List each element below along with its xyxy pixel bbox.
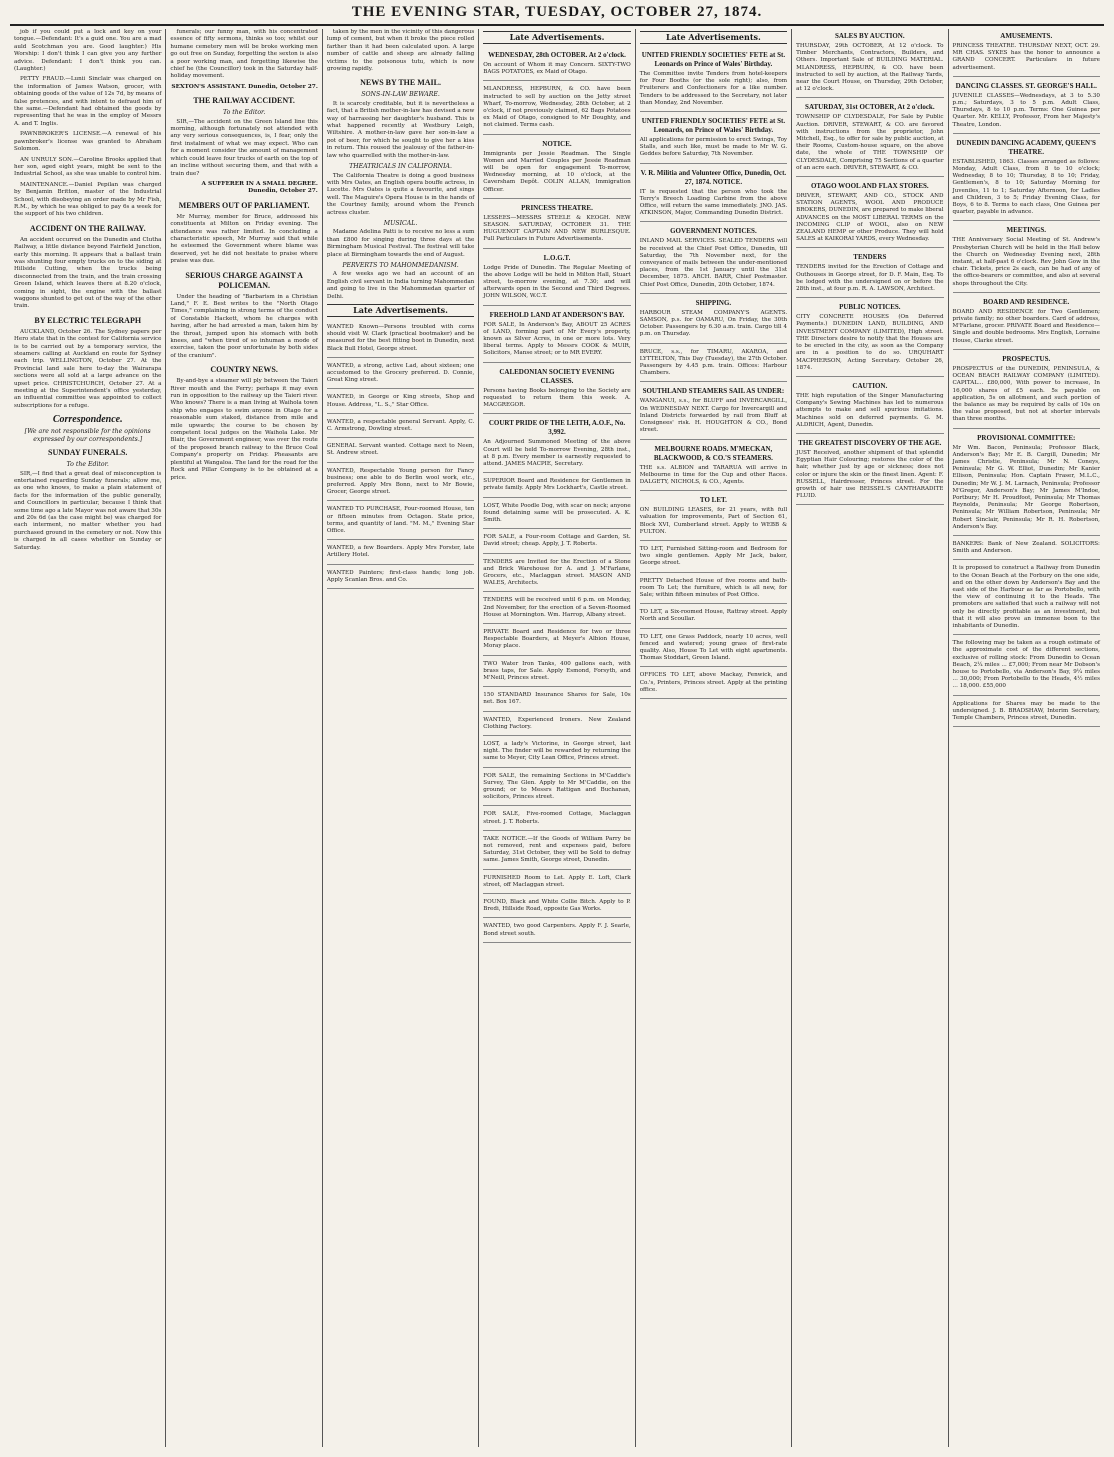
masthead: THE EVENING STAR, TUESDAY, OCTOBER 27, 1874.	[10, 4, 1104, 26]
advertisement	[640, 606, 787, 628]
advertisement	[483, 201, 630, 249]
advertisement	[640, 631, 787, 668]
advertisement	[483, 689, 630, 711]
signature: A SUFFERER IN A SMALL DEGREE. Dunedin, October 27.	[201, 180, 318, 195]
advertisement	[483, 531, 630, 553]
column-4	[479, 29, 635, 1447]
advertisement	[483, 48, 630, 81]
ad-list	[640, 48, 787, 699]
ad-body: PROSPECTUS of the DUNEDIN, PENINSULA, & OCEAN BEACH RAILWAY COMPANY (LIMITED). CAPITAL... £80,000, With power to increase, In 16,000 shares of £5 each. 5s payable on application, 5s on allotment, and such portion of the balance as may be required by calls of 10s on the value proposed, but not at shorter intervals than three months.	[952, 365, 1100, 423]
ad-title: MEETINGS.	[1006, 226, 1046, 235]
section-heading: NEWS BY THE MAIL.	[360, 78, 441, 88]
advertisement	[953, 538, 1100, 560]
column-2	[166, 29, 322, 1447]
ad-title: PROVISIONAL COMMITTEE:	[977, 433, 1076, 442]
ad-body: WANTED, a respectable general Servant. Apply, C. C. Armstrong, Dowling street.	[326, 418, 475, 433]
column-3	[323, 29, 479, 1447]
section-heading: ACCIDENT ON THE RAILWAY.	[29, 223, 146, 233]
paragraph: It is scarcely creditable, but it is nevertheless a fact, that a British mother-in-law has devised a new way of harrassing her daughter's husband. This is what happened recently at Westbury Leigh, Wiltshire. A mother-in-law gave her son-in-law a pot of beer, for which he sought to give her a kiss in return. This roused the jealousy of the father-in-law who quarrelled with the mother-in-law.	[326, 100, 475, 159]
ad-title: SHIPPING.	[695, 298, 732, 307]
ad-body: LOST, White Poodle Dog, with scar on neck; anyone found detaining same will be prosecuted. A. K. Smith.	[483, 502, 631, 523]
advertisement	[640, 166, 787, 223]
advertisement	[483, 714, 630, 736]
advertisement	[796, 379, 943, 434]
ad-body: LESSEES—MESSRS STEELE & KEOGH. NEW SEASON. SATURDAY, OCTOBER 31. THE HUGUENOT CAPTAIN AND NEW BURLESQUE. Full Particulars in Future Advertisements.	[483, 214, 631, 243]
ad-list	[953, 29, 1100, 727]
ad-title: SALES BY AUCTION.	[835, 32, 905, 40]
ad-title: L.O.G.T.	[543, 253, 571, 262]
advertisement	[953, 562, 1100, 635]
ad-body: WANTED, Experienced Ironers. New Zealand Clothing Factory.	[483, 716, 631, 730]
advertisement	[640, 48, 787, 112]
ad-body: WANTED, a strong, active Lad, about sixteen; one accustomed to the Grocery preferred. D. Connie, Great King street.	[326, 362, 475, 384]
ad-body: PRETTY Detached House of five rooms and bath-room To Let; the furniture, which is all new, for Sale; within fifteen minutes of Post Office.	[639, 577, 788, 598]
ad-body: WANTED Known—Persons troubled with corns should visit W. Clark (practical bootmaker) and be measured for the best fitting boot in Dunedin, next Black Bull Hotel, George street.	[326, 324, 475, 352]
ad-body: OFFICES TO LET, above Mackay, Fenwick, and Co.'s, Printers, Princes street. Apply at the printing office.	[639, 672, 788, 693]
advertisement	[640, 346, 787, 383]
ad-body: It is proposed to construct a Railway from Dunedin to the Ocean Beach at the Forbury on the one side, and on the other down by Anderson's Bay and the east side of the Harbour as far as Portobello, with the view of continuing it to the Heads. The promoters are satisfied that such a railway will not only be directly profitable as an investment, but that it will also prove an immense boon to the inhabitants of Dunedin.	[952, 565, 1100, 629]
ad-body: FURNISHED Room to Let. Apply E. Loft, Clark street, off Maclaggan street.	[483, 874, 631, 888]
advertisement	[483, 626, 630, 656]
advertisement	[327, 567, 474, 589]
ad-list	[796, 29, 943, 505]
advertisement	[796, 29, 943, 98]
subheading: SONS-IN-LAW BEWARE.	[361, 91, 440, 99]
ad-title: AMUSEMENTS.	[1000, 32, 1053, 40]
advertisement	[953, 136, 1100, 222]
paragraph: taken by the men in the vicinity of this dangerous lump of cement, but when it broke the piece rolled farther than it had been calculated upon. A large number of cattle and sheep are already falling victims to the poisonous tutu, which is now growing rapidly.	[326, 29, 475, 73]
ad-title: TO LET.	[699, 496, 727, 505]
ad-title: OTAGO WOOL AND FLAX STORES.	[810, 182, 929, 191]
section-heading: BY ELECTRIC TELEGRAPH	[34, 315, 142, 325]
ad-title: WEDNESDAY, 28th OCTOBER. At 2 o'clock.	[488, 51, 626, 59]
ad-body: WANTED, in George or King streets, Shop and House. Address, "L. S.," Star Office.	[326, 394, 475, 408]
ad-title: MELBOURNE ROADS. M'MECKAN, BLACKWOOD, & CO.'S STEAMERS.	[653, 444, 773, 462]
ad-body: WANGANUI, s.s., for BLUFF and INVERCARGILL, On WEDNESDAY NEXT. Cargo for Invercargill and Inland Districts forwarded by rail from Bluff at Consignees' risk. H. HOUGHTON & CO., Bond street.	[639, 398, 788, 434]
advertisement	[640, 442, 787, 492]
ad-body: BOARD AND RESIDENCE for Two Gentlemen; private family; no other boarders. Card of address, M'Farlane, grocer. PRIVATE Board and Residence—Single and double bedrooms. Mrs English, Lorraine House, Clarke street.	[952, 308, 1100, 344]
ad-body: Applications for Shares may be made to the undersigned. J. B. BRADSHAW, Interim Secretary, Temple Chambers, Princes street, Dunedin.	[952, 700, 1100, 722]
ad-body: TAKE NOTICE.—If the Goods of William Parry be not removed, rent and expenses paid, before Saturday, 31st October, they will be Sold to defray same. James Smith, George street, Dunedin.	[483, 835, 631, 864]
ad-title: UNITED FRIENDLY SOCIETIES' FETE at St. Leonards, on Prince of Wales' Birthday.	[641, 117, 786, 135]
ad-body: WANTED TO PURCHASE, Four-roomed House, ten or fifteen minutes from Octagon. State price, terms, and quantity of land. "M. M.," Evening Star Office.	[326, 506, 475, 535]
paragraph: Mr Murray, member for Bruce, addressed his constituents at Milton on Friday evening. The attendance was rather limited. In concluding a characteristic speech, Mr Murray said that while he esteemed the Government where blame was deserved, yet he did not hesitate to praise where praise was due.	[170, 213, 318, 265]
advertisement	[953, 223, 1100, 292]
ad-body: FOR SALE, a Four-room Cottage and Garden, St. David street; cheap. Apply, J. T. Roberts.	[483, 534, 631, 548]
advertisement	[796, 100, 943, 177]
ad-body: PRINCESS THEATRE. THURSDAY NEXT, OCT. 29. MR CHAS. SYKES has the honor to announce a GRAND CONCERT. Particulars in future advertisement.	[952, 43, 1100, 71]
ad-title: SATURDAY, 31st OCTOBER, At 2 o'clock.	[805, 103, 935, 112]
section-heading: Correspondence.	[52, 414, 123, 426]
ad-body: Persons having Books belonging to the Society are requested to return them this week. A. MACGREGOR.	[483, 387, 631, 409]
advertisement	[796, 436, 943, 505]
ad-body: WANTED, Respectable Young person for Fancy business; one able to do Berlin wool work, etc., preferred. Apply Mrs Bonn, next to Mr Bowie, Grocer, George street.	[326, 467, 475, 496]
ad-body: TENDERS are Invited for the Erection of a Stone and Brick Warehouse for A. and J. M'Farlane, Grocers, etc., Maclaggan street. MASON AND WALES, Architects.	[483, 558, 631, 587]
advertisement	[483, 658, 630, 688]
advertisement	[953, 29, 1100, 77]
ad-title: THE GREATEST DISCOVERY OF THE AGE.	[798, 438, 942, 447]
ad-body: TO LET, a Six-roomed House, Rattray street. Apply North and Scoullar.	[639, 609, 788, 623]
subheading: PERVERTS TO MAHOMMEDANISM.	[342, 261, 459, 269]
advertisement	[327, 416, 474, 438]
ad-body: DRIVER, STEWART, AND CO., STOCK AND STATION AGENTS, WOOL AND PRODUCE BROKERS, DUNEDIN, are prepared to make liberal ADVANCES on the MOST LIBERAL TERMS on the INCOMING CLIP of WOOL, also on NEW ZEALAND HEMP or other Produce. They will hold SALES at KAIKORAI YARDS, every Wednesday.	[796, 193, 944, 243]
ad-body: TENDERS will be received until 6 p.m. on Monday, 2nd November, for the erection of a Seven-Roomed House at Mornington. Wm. Harrop, Albany street.	[483, 597, 631, 618]
advertisement	[327, 542, 474, 564]
advertisement	[640, 224, 787, 293]
ad-body: BRUCE, s.s., for TIMARU, AKAROA, and LYTTELTON, This Day (Tuesday), the 27th October. Passengers by 4.45 p.m. train. Offices: Harbour Chambers.	[639, 348, 788, 377]
ad-title: BOARD AND RESIDENCE.	[983, 297, 1070, 306]
paragraph: PAWNBROKER'S LICENSE.—A renewal of his pawnbroker's license was granted to Abraham Solomon.	[14, 131, 162, 153]
subheading: THEATRICALS IN CALIFORNIA.	[349, 163, 452, 171]
advertisement	[796, 179, 943, 248]
ad-body: Lodge Pride of Dunedin. The Regular Meeting of the above Lodge will be held in Milton Hall, Stuart street, to-morrow evening, at 7.30; and will afterwards open in the Second and Third Degrees. JOHN WILSON, W.C.T.	[483, 264, 631, 300]
ad-body: TWO Water Iron Tanks, 400 gallons each, with brass taps, for Sale. Apply Esmond, Forsyth, and M'Neill, Princes street.	[483, 660, 631, 681]
paragraph: job if you could put a lock and key on your tongue.—Defendant: It's a guid one. You are a mad auld Scotchman you are. Good laughter.) His Worship: I don't think I can give you any further advice. Defendant: I don't think you can. (Laughter.)	[14, 29, 162, 73]
column-1	[10, 29, 166, 1447]
ad-body: TOWNSHIP OF CLYDESDALE, For Sale by Public Auction. DRIVER, STEWART, & CO. are favored with instructions from the proprietor, John Mitchell, Esq., to offer for sale by public auction, at their Rooms, Custom-house square, on the above date, the whole of THE TOWNSHIP OF CLYDESDALE, Comprising 75 Sections of a quarter of an acre each. DRIVER, STEWART, & CO.	[796, 114, 944, 171]
ad-body: JUVENILE CLASSES—Wednesdays, at 3 to 5.30 p.m.; Saturdays, 3 to 5 p.m. Adult Class, Thursdays, 8 to 10 p.m. Terms: One Guinea per Quarter. Mr. KELLY, Professor, From her Majesty's Theatre, London.	[952, 92, 1100, 128]
subheading: To the Editor.	[66, 461, 109, 469]
advertisement	[483, 83, 630, 134]
ad-body: THE high reputation of the Singer Manufacturing Company's Sewing Machines has led to numerous attempts to make and sell spurious imitations. Machines sold on deferred payments. G. M. ALDRICH, Agent, Dunedin.	[796, 392, 944, 428]
ad-body: The Committee invite Tenders from hotel-keepers for Four Booths (or the sole right); also, from Fruiterers and Confectioners for a like number. Tenders to be addressed to the Secretary, not later than Monday, 2nd November.	[639, 71, 788, 106]
section-heading: THE RAILWAY ACCIDENT.	[193, 96, 295, 106]
ad-body: Mr Wm. Bacon, Peninsula; Professor Black, Anderson's Bay; Mr E. B. Cargill, Dunedin; Mr James Christie, Peninsula; Mr N. Coneys, Peninsula; Mr G. W. Elliot, Dunedin; Mr Kanier Ellison, Peninsula; Hon. Captain Fraser, M.L.C., Dunedin; Mr W. J. M. Larnach, Peninsula; Professor M'Gregor, Anderson's Bay; Mr James M'Indoe, Portbury; Mr H. Proudfoot, Peninsula; Mr Thomas Reynolds, Peninsula; Mr George Robertson, Peninsula; Mr William Robertson, Peninsula; Mr Robert Sinclair, Peninsula; Mr R. H. Robertson, Anderson's Bay.	[952, 444, 1100, 530]
ad-body: INLAND MAIL SERVICES. SEALED TENDERS will be received at the Chief Post Office, Dunedin, till Saturday, the 7th November next, for the conveyance of mails between the under-mentioned places, from the 1st January until the 31st December, 1875. ARCH. BARR, Chief Postmaster. Chief Post Office, Dunedin, 20th October, 1874.	[639, 238, 788, 288]
ad-title: PROSPECTUS.	[1002, 354, 1051, 363]
ad-body: BANKERS: Bank of New Zealand. SOLICITORS: Smith and Anderson.	[952, 540, 1100, 555]
ad-body: CITY CONCRETE HOUSES (On Deferred Payments.) DUNEDIN LAND, BUILDING, AND INVESTMENT COMPANY (LIMITED), High street. THE Directors desire to notify that the Houses are to be erected in the city, as soon as the Company are in a position to do so. URQUHART MACPHERSON, Acting Secretary. October 26, 1874.	[796, 314, 944, 371]
paragraph: AN UNRULY SON.—Caroline Brooks applied that her son, aged eight years, might be sent to the Industrial School, as she was unable to control him.	[14, 156, 162, 178]
advertisement	[640, 114, 787, 164]
ad-title: PUBLIC NOTICES.	[839, 303, 901, 312]
ad-title: TENDERS	[853, 253, 887, 262]
ad-title: CALEDONIAN SOCIETY EVENING CLASSES.	[499, 367, 615, 385]
ad-body: PRIVATE Board and Residence for two or three Respectable Boarders, at Meyer's Albion House, Moray place.	[483, 628, 631, 650]
ad-body: THE s.s. ALBION and TARARUA will arrive in Melbourne in time for the Cup and other Races. DALGETY, NICHOLS, & CO., Agents.	[639, 464, 788, 485]
advertisement	[483, 500, 630, 530]
ad-body: SUPERIOR Board and Residence for Gentlemen in private family. Apply Mrs Lockhart's, Castle street.	[483, 478, 631, 492]
paragraph: A few weeks ago we had an account of an English civil servant in India turning Mahommedan and going to live in the Mahommedan quarter of Delhi.	[326, 271, 475, 300]
advertisement	[640, 543, 787, 573]
advertisement	[483, 251, 630, 306]
advertisement	[483, 137, 630, 199]
subheading: MUSICAL.	[383, 219, 418, 227]
paragraph: PETTY FRAUD.—Lunii Sinclair was charged on the information of James Watson, grocer, with obtaining goods of the value of 12s 7d, by means of false pretences, and with intent to defraud him of the same.—Defendant had obtained the goods by representing that he was in the employ of Messrs A. and T. Inglis.	[14, 76, 162, 127]
advertisement	[953, 352, 1100, 429]
advertisement	[640, 384, 787, 439]
ad-title: CAUTION.	[852, 381, 888, 390]
ad-body: IT is requested that the person who took the Terry's Breech Loading Carbine from the above Office, will return the same immediately. JNO. JAS. ATKINSON, Major, Commanding Dunedin District.	[639, 188, 788, 217]
section-heading: MEMBERS OUT OF PARLIAMENT.	[178, 200, 310, 210]
advertisement	[953, 295, 1100, 350]
ad-body: WANTED, two good Carpenters. Apply F. J. Searle, Bond street south.	[483, 923, 631, 937]
subheading: To the Editor.	[222, 109, 266, 117]
ad-title: GOVERNMENT NOTICES.	[670, 227, 757, 236]
ad-title: DUNEDIN DANCING ACADEMY, QUEEN'S THEATRE.	[956, 138, 1096, 156]
paragraph: Madame Adelina Patti is to receive no less a sum than £800 for singing during three days at the Birmingham Musical Festival. The festival will take place at Birmingham towards the end of August.	[326, 229, 475, 258]
advertisement	[483, 920, 630, 942]
advertisement	[796, 300, 943, 377]
column-5	[636, 29, 792, 1447]
advertisement	[483, 872, 630, 894]
ad-body: TO LET, Furnished Sitting-room and Bedroom for two single gentlemen. Apply Mr Jack, baker, George street.	[639, 545, 788, 567]
paragraph: MAINTENANCE.—Daniel Pepilan was charged by Benjamin Britton, master of the Industrial School, with disobeying an order made by Mr Fish, R.M., by which he was obliged to pay 6s a week for the support of his two children.	[14, 181, 162, 218]
ad-title: DANCING CLASSES. ST. GEORGE'S HALL.	[955, 81, 1097, 90]
column-6	[792, 29, 948, 1447]
ad-list	[483, 48, 630, 943]
ad-body: FOR SALE, the remaining Sections in M'Caddie's Survey, The Glen. Apply to Mr M'Caddie, on the ground; or to Messrs Rattigan and Buchanan, solicitors, Princes street.	[483, 772, 631, 801]
paragraph: AUCKLAND, October 26. The Sydney papers per Hero state that in the contest for California service is to be carried out by a temporary service, the steamers calling at Auckland en route for Sydney each trip. WELLINGTON, October 27. At the Provincial land sale here to-day the Wairarapa sections were all sold at a large advance on the upset price. CHRISTCHURCH, October 27. At a meeting at the Superintendent's office yesterday, an influential committee was appointed to collect subscriptions for a refuge.	[14, 328, 162, 409]
ad-body: An Adjourned Summoned Meeting of the above Court will be held To-morrow Evening, 28th inst., at 8 p.m. Every member is earnestly requested to attend. JAMES MACPIE, Secretary.	[483, 439, 631, 467]
advertisement	[483, 833, 630, 870]
paragraph: The California Theatre is doing a good business with Mrs Oates, an English opera bouffe actress, in Lucette. Mrs Oates is quite a favourite, and sings well. The Maguire's Opera House is in the hands of the Courtney family, around whom the French actress cluster.	[326, 172, 475, 216]
advertisement	[640, 575, 787, 605]
advertisement	[483, 475, 630, 497]
paragraph: SIR,—The accident on the Green Island line this morning, although fortunately not attended with any very serious consequences, is, I fear, only the first instalment of what we may expect. Who can for a moment consider the amount of management which could leave four trucks of earth on the top of an incline without securing them, and that with a train due?	[170, 118, 318, 177]
ad-body: ESTABLISHED, 1863. Classes arranged as follows: Monday, Adult Class, from 8 to 10 o'clock; Wednesday, 8 to 10; Thursday, 8 to 10; Friday, Gentlemen's, 8 to 10; Saturday Morning for Juveniles, 11 to 1; Saturday Afternoon, for Ladies and Children, 3 to 5; Friday Evening Class, for Boys, 6 to 8. Terms to each class, One Guinea per quarter, payable in advance.	[952, 158, 1100, 216]
ad-title: COURT PRIDE OF THE LEITH, A.O.F., No. 3,992.	[488, 419, 626, 437]
advertisement	[327, 503, 474, 540]
ad-body: The following may be taken as a rough estimate of the approximate cost of the different sections, exclusive of rolling stock: From Dunedin to Ocean Beach, 2¼ miles ... £7,000; From near Mr Dobson's house to Portobello, via Anderson's Bay, 9¼ miles ... 30,000; From Portobello to the Heads, 4½ miles ... 18,000. £55,000	[952, 640, 1100, 690]
advertisement	[796, 250, 943, 298]
advertisement	[953, 431, 1100, 536]
ad-title: PRINCESS THEATRE.	[521, 203, 593, 212]
ad-body: FOR SALE, In Anderson's Bay, ABOUT 25 ACRES of LAND, forming part of Mr Every's property, known as Silver Acres, in one or more lots. Very liberal terms. Apply to Messrs COOK & MUIR, Solicitors, Manse street; or to MR EVERY.	[483, 321, 631, 357]
advertisement	[483, 594, 630, 624]
advertisement	[953, 79, 1100, 134]
paragraph: SIR,—I find that a great deal of misconception is entertained regarding Sunday funerals; allow me, as one who knows, to make a plain statement of facts for the information of the public generally, and Councillors in particular, because I think that some time ago a late Mayor was not aware that 30s and 20s 6d (as the case might be) was charged for each interment, no matter whether you had purchased ground in the cemetery or not. Now this is charged in all cases whether on Sunday or Saturday.	[14, 470, 162, 551]
ad-list	[327, 321, 474, 589]
ad-body: Immigrants per Jessie Readman. The Single Women and Married Couples per Jessie Readman will be open for engagement To-morrow, Wednesday morning, at 10 o'clock, at the Caversham Depôt. COLIN ALLAN, Immigration Officer.	[483, 150, 631, 193]
ad-body: TO LET, one Grass Paddock, nearly 10 acres, well fenced and watered; young grass of first-rate quality. Also, House To Let with eight apartments. Thomas Stoddart, Green Island.	[639, 633, 788, 662]
ad-body: THURSDAY, 29th OCTOBER, At 12 o'clock. To Timber Merchants, Contractors, Builders, and Others. Important Sale of BUILDING MATERIAL. MLANDRESS, HEPBURN, & CO. have been instructed to sell by auction, at the Railway Yards, near the Court House, on Thursday, 29th October, at 12 o'clock.	[796, 43, 944, 93]
advertisement	[640, 493, 787, 541]
ad-body: FOUND, Black and White Collie Bitch. Apply to P. Bredi, Hillside Road, opposite Gas Works.	[483, 899, 631, 913]
ad-body: WANTED, a few Boarders. Apply Mrs Forster, late Artillery Hotel.	[326, 545, 475, 559]
advertisement	[483, 808, 630, 830]
late-ads-banner: Late Advertisements.	[483, 31, 630, 44]
ad-body: WANTED Painters; first-class hands; long job. Apply Scanlan Bros. and Co.	[326, 569, 475, 583]
paragraph: funerals; our funny man, with his concentrated essence of fifty sermons, thinks so too; whilst our humane cemetery men will be broke working men go out free on Sunday, forgetting the sexton is also a poor working man, and forgetting likewise the chief he (the Councillor) took in the Saturday half-holiday movement.	[170, 29, 318, 80]
paragraph: An accident occurred on the Dunedin and Clutha Railway, a little distance beyond Fairfield Junction, early this morning. It appears that a ballast train was shunting four empty trucks on to the siding at Hillside Cutting, when the trucks being disconnected from the train, and the train crossing Green Island, which leaves there at 8.20 o'clock, coming in sight, the engine with the ballast waggons shunted to get out of the way of the other train.	[14, 236, 162, 310]
ad-body: THE Anniversary Social Meeting of St. Andrew's Presbyterian Church will be held in the Hall below the Church on Wednesday Evening next, 28th instant, at half-past 6 o'clock. Rev John Gow in the chair. Tickets, price 2s each, can be had of any of the office-bearers or committee, and also at several shops throughout the City.	[952, 237, 1100, 287]
advertisement	[327, 391, 474, 413]
columns	[10, 29, 1104, 1447]
section-heading: SUNDAY FUNERALS.	[48, 448, 128, 458]
ad-body: 150 STANDARD Insurance Shares for Sale, 10s net. Box 167.	[483, 692, 631, 706]
column-7	[949, 29, 1104, 1447]
advertisement	[327, 360, 474, 390]
advertisement	[640, 669, 787, 699]
section-heading: SERIOUS CHARGE AGAINST A POLICEMAN.	[185, 270, 303, 290]
advertisement	[327, 321, 474, 358]
advertisement	[953, 698, 1100, 728]
ad-title: UNITED FRIENDLY SOCIETIES' FETE at St. Leonards on Prince of Wales' Birthday.	[641, 51, 786, 68]
editorial-note: [We are not responsible for the opinions expressed by our correspondents.]	[24, 428, 151, 443]
advertisement	[483, 556, 630, 593]
ad-body: TENDERS invited for the Erection of Cottage and Outhouses in George street, for D. F. Main, Esq. To be lodged with the undersigned on or before the 28th inst., at four p.m. R. A. LAWSON, Architect.	[796, 264, 944, 293]
ad-body: GENERAL Servant wanted. Cottage next to Neen, St. Andrew street.	[326, 443, 475, 457]
advertisement	[483, 738, 630, 768]
ad-title: SOUTHLAND STEAMERS SAIL AS UNDER:	[642, 387, 785, 396]
ad-body: MLANDRESS, HEPBURN, & CO. have been instructed to sell by auction on the Jetty street Wharf, To-morrow, Wednesday, 28th October, at 2 o'clock, if not previously claimed, 62 Bags Potatoes ex Maid of Otago, consigned to Mr Doughty, and not claimed. Terms cash.	[483, 86, 631, 129]
section-heading: COUNTRY NEWS.	[210, 365, 278, 375]
advertisement	[483, 896, 630, 918]
paragraph: Under the heading of "Barbarism in a Christian Land," F. E. Best writes to the "North Otago Times," complaining in strong terms of the conduct of Constable Hackett, whom he charges with having, after he had arrested a man, taken him by the throat, jumped upon his stomach with both knees, and "when tired of so inhuman a mode of exercise, taken the poor unfortunate by both sides of the cranium".	[170, 293, 318, 359]
advertisement	[953, 637, 1100, 695]
late-ads-banner: Late Advertisements.	[640, 31, 787, 44]
ad-title: V. R. Militia and Volunteer Office, Dunedin, Oct. 27, 1874. NOTICE.	[640, 168, 787, 186]
advertisement	[327, 440, 474, 462]
late-ads-banner: Late Advertisements.	[327, 304, 474, 317]
ad-body: JUST Received, another shipment of that splendid Egyptian Hair Colouring; restores the color of the hair, whether just by age or sickness; does not color or injure the skin or the finest linen. Agent: F. RUSSELL, Hairdresser, Princes street. For the growth of hair use BEISSEL'S CANTHARADITE FLUID.	[796, 449, 944, 500]
advertisement	[640, 296, 787, 344]
ad-body: All applications for permission to erect Swings, Toy Stalls, and such like, must be made to Mr W. G. Geddes before Saturday, 7th November.	[639, 137, 788, 158]
ad-body: FOR SALE, Five-roomed Cottage, Maclaggan street. J. T. Roberts.	[483, 811, 631, 825]
ad-title: FREEHOLD LAND AT ANDERSON'S BAY.	[489, 310, 625, 319]
paragraph: By-and-bye a steamer will ply between the Taieri River mouth and the Ferry; perhaps it may even run in opposition to the railway up the Taieri river. Who knows? There is a man living at Waihola town ship who engages to swim anyone in Otago for a reasonable sum staked, distance from mile and mile upwards; the course to be chosen by competent local judges on the Waihola Lake. Mr Blair, the Government engineer, was over the route of the proposed branch railway to the Bruce Coal Company's property on Friday. Pheasants are plentiful at Wangaloa. The land for the road for the Rock and Pillar Company is to be obtained at a price.	[170, 378, 318, 481]
advertisement	[483, 365, 630, 415]
ad-body: HARBOUR STEAM COMPANY'S AGENTS. SAMSON, p.s. for OAMARU, On Friday, the 30th October. Passengers by 6.30 a.m. train. Cargo till 4 p.m. on Thursday.	[639, 309, 788, 338]
advertisement	[483, 770, 630, 807]
advertisement	[483, 416, 630, 473]
signature: SEXTON'S ASSISTANT. Dunedin, October 27.	[171, 83, 318, 90]
ad-body: LOST, a lady's Victorine, in George street, last night. The finder will be rewarded by returning the same to Meyer, City Lean Office, Princes street.	[483, 740, 631, 762]
advertisement	[327, 465, 474, 502]
ad-title: NOTICE.	[542, 139, 572, 148]
ad-body: On account of Whom it may Concern. SIXTY-TWO BAGS POTATOES, ex Maid of Otago.	[483, 62, 631, 76]
advertisement	[483, 308, 630, 363]
ad-body: ON BUILDING LEASES, for 21 years, with full valuation for improvements, Part of Section 61, Block XVI, Cumberland street. Apply to WEBB & FULTON.	[639, 507, 788, 535]
